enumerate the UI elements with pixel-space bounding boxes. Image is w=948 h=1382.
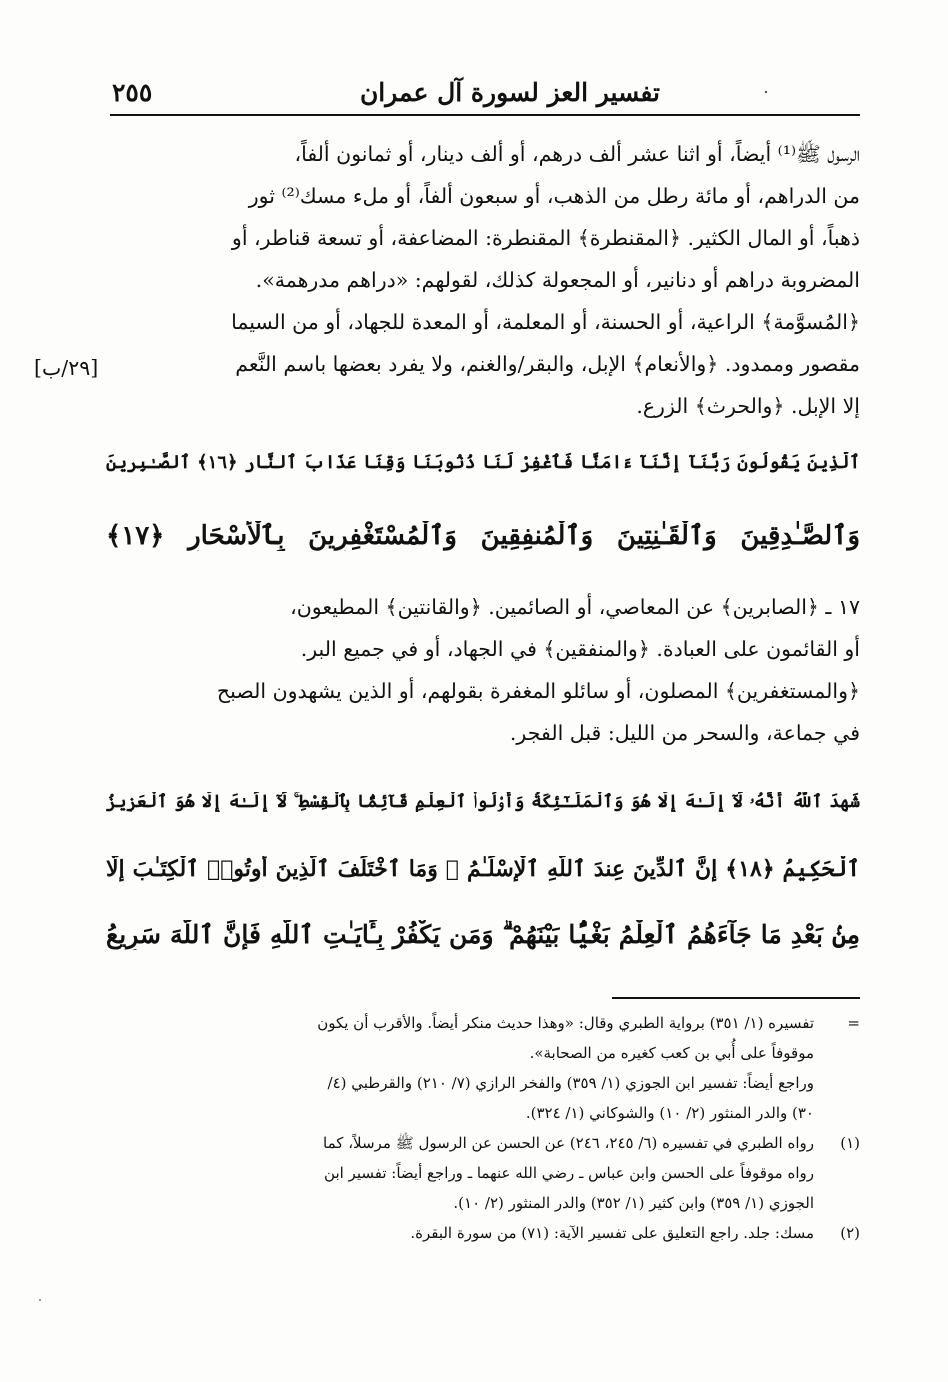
manuscript-folio-marker: [٢٩/ب] [34, 356, 99, 380]
commentary-line: ﴿المُسوَّمة﴾ الراعية، أو الحسنة، أو المعلمة، أو المعدة للجهاد، أو من السيما [231, 310, 860, 334]
commentary-line: أو القائمون على العبادة. ﴿والمنفقين﴾ في الجهاد، أو في جميع البر. [300, 637, 860, 661]
page-header [110, 70, 860, 114]
commentary-line: الرسول ﷺ⁽¹⁾ أيضاً، أو اثنا عشر ألف درهم، أو ألف دينار، أو ثمانون ألفاً، [294, 142, 860, 166]
footnote-line: الجوزي (١/ ٣٥٩) وابن كثير (١/ ٣٥٢) والدر المنثور (٢/ ١٠). [453, 1194, 814, 1212]
commentary-block-1 [108, 133, 860, 427]
commentary-line: ١٧ ـ ﴿الصابرين﴾ عن المعاصي، أو الصائمين. ﴿والقانتين﴾ المطيعون، [290, 595, 860, 619]
quran-verse-line: شَهِدَ ٱللَّهُ أَنَّهُۥ لَآ إِلَـٰهَ إِلَّا هُوَ وَٱلْمَلَـٰٓئِكَةُ وَأُو۟لُوا۟ ٱلْعِلْمِ قَآئِمًۢا بِٱلْقِسْطِ ۚ لَآ إِلَـٰهَ إِلَّا هُوَ ٱلْعَزِيزُ [106, 792, 860, 812]
footnote-line: رواه موقوفاً على الحسن وابن عباس ـ رضي الله عنهما ـ وراجع أيضاً: تفسير ابن [324, 1164, 814, 1182]
speck-dot [39, 1299, 41, 1301]
footnote-marker: (٢) [840, 1224, 860, 1242]
commentary-line: ذهباً، أو المال الكثير. ﴿المقنطرة﴾ المقنطرة: المضاعفة، أو تسعة قناطر، أو [231, 226, 860, 250]
footnote-line: موقوفاً على أُبي بن كعب كغيره من الصحابة». [529, 1044, 814, 1062]
footnote-line: وراجع أيضاً: تفسير ابن الجوزي (١/ ٣٥٩) والفخر الرازي (٧/ ٢١٠) والقرطبي (٤/ [327, 1074, 814, 1092]
footnote [108, 1008, 860, 1068]
footnote-rule [612, 997, 860, 999]
quran-verse-line: ٱلَّذِينَ يَقُولُونَ رَبَّنَآ إِنَّنَآ ءَامَنَّا فَٱغْفِرْ لَنَا ذُنُوبَنَا وَقِنَا عَذَابَ ٱلنَّارِ ﴿١٦﴾ ٱلصَّـٰبِرِينَ [106, 452, 860, 473]
footnote-line: تفسيره (١/ ٣٥١) برواية الطبري وقال: «وهذا حديث منكر أيضاً. والأقرب أن يكون [317, 1014, 814, 1032]
footnote-marker: = [847, 1014, 860, 1032]
commentary-line: في جماعة، والسحر من الليل: قبل الفجر. [509, 721, 860, 745]
footnote [108, 1068, 860, 1128]
commentary-block-2 [108, 586, 860, 754]
page-number: ٢٥٥ [112, 78, 153, 107]
header-rule [110, 114, 860, 116]
commentary-line: مقصور وممدود. ﴿والأنعام﴾ الإبل، والبقر/والغنم، ولا يفرد بعضها باسم النَّعم [235, 352, 860, 376]
footnote [108, 1218, 860, 1248]
quran-verse-line: مِنۢ بَعْدِ مَا جَآءَهُمُ ٱلْعِلْمُ بَغْيًۢا بَيْنَهُمْ ۗ وَمَن يَكْفُرْ بِـَٔايَـٰتِ ٱللَّهِ فَإِنَّ ٱللَّهَ سَرِيعُ [106, 920, 860, 949]
footnotes [108, 1008, 860, 1248]
quran-verse-line: ٱلْحَكِيمُ ﴿١٨﴾ إِنَّ ٱلدِّينَ عِندَ ٱللَّهِ ٱلْإِسْلَـٰمُ ۗ وَمَا ٱخْتَلَفَ ٱلَّذِينَ أُوتُوا۟ ٱلْكِتَـٰبَ إِلَّا [106, 856, 860, 882]
footnote-marker: (١) [840, 1134, 860, 1152]
quran-verse-line: وَٱلصَّـٰدِقِينَ وَٱلْقَـٰنِتِينَ وَٱلْمُنفِقِينَ وَٱلْمُسْتَغْفِرِينَ بِٱلْأَسْحَارِ ﴿١٧﴾ [106, 521, 860, 551]
footnote-line: ٣٠) والدر المنثور (٢/ ١٠) والشوكاني (١/ ٣٢٤). [525, 1104, 814, 1122]
running-title: تفسير العز لسورة آل عمران [359, 78, 660, 107]
footnote-line: مسك: جلد. راجع التعليق على تفسير الآية: (٧١) من سورة البقرة. [410, 1224, 814, 1242]
commentary-line: المضروبة دراهم أو دنانير، أو المجعولة كذلك، لقولهم: «دراهم مدرهمة». [255, 268, 860, 292]
commentary-line: إلا الإبل. ﴿والحرث﴾ الزرع. [636, 394, 860, 418]
footnote [108, 1128, 860, 1218]
commentary-line: من الدراهم، أو مائة رطل من الذهب، أو سبعون ألفاً، أو ملء مسك⁽²⁾ ثور [248, 184, 860, 208]
footnote-line: رواه الطبري في تفسيره (٦/ ٢٤٥، ٢٤٦) عن الحسن عن الرسول ﷺ مرسلاً، كما [323, 1134, 814, 1152]
commentary-line: ﴿والمستغفرين﴾ المصلون، أو سائلو المغفرة بقولهم، أو الذين يشهدون الصبح [216, 679, 860, 703]
